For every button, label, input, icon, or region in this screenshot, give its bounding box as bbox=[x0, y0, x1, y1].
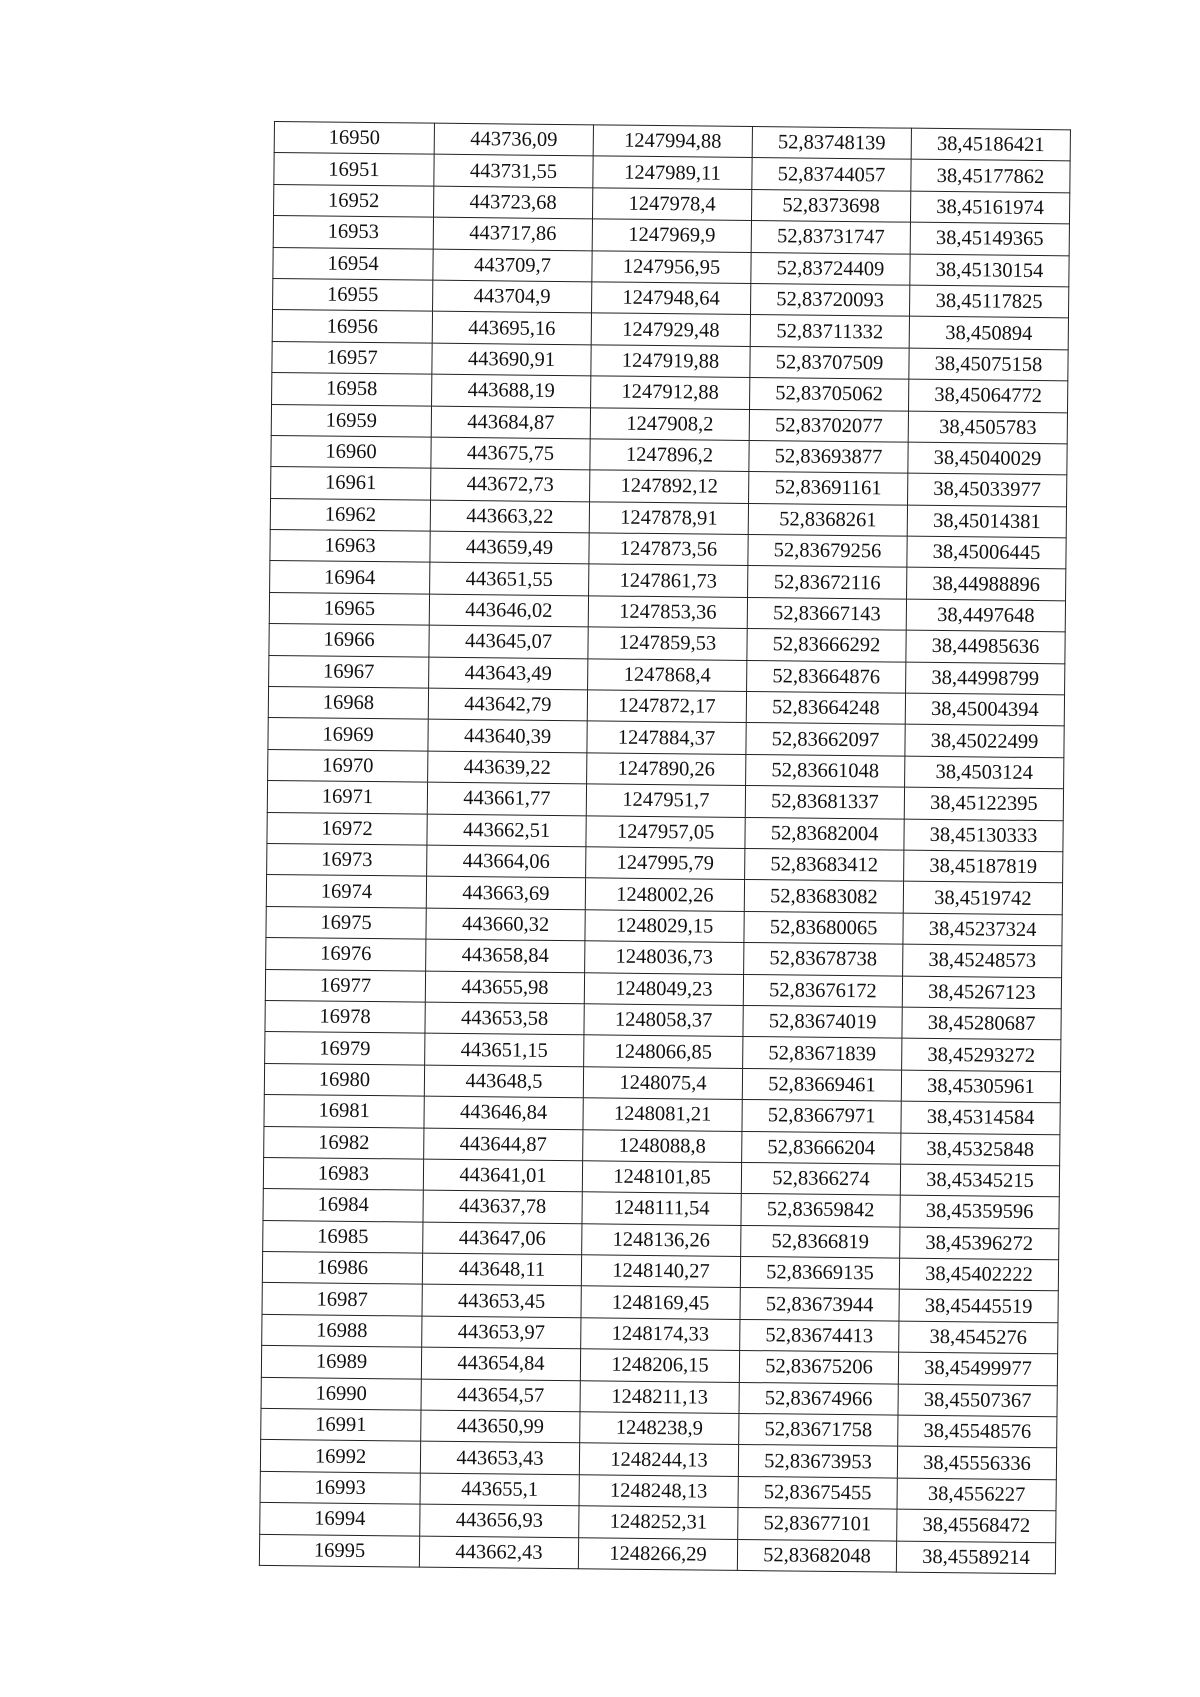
latitude-cell: 52,8366819 bbox=[741, 1225, 900, 1258]
x-coordinate-cell: 443653,43 bbox=[420, 1442, 579, 1475]
point-number-cell: 16972 bbox=[267, 812, 427, 845]
y-coordinate-cell: 1248066,85 bbox=[584, 1035, 743, 1068]
latitude-cell: 52,83662097 bbox=[746, 723, 905, 756]
longitude-cell: 38,4519742 bbox=[903, 882, 1062, 915]
x-coordinate-cell: 443731,55 bbox=[434, 155, 593, 188]
x-coordinate-cell: 443662,51 bbox=[427, 814, 586, 847]
longitude-cell: 38,45568472 bbox=[897, 1509, 1056, 1542]
x-coordinate-cell: 443663,69 bbox=[426, 877, 585, 910]
y-coordinate-cell: 1248075,4 bbox=[583, 1067, 742, 1100]
x-coordinate-cell: 443662,43 bbox=[419, 1536, 578, 1569]
x-coordinate-cell: 443651,15 bbox=[425, 1033, 584, 1066]
y-coordinate-cell: 1247951,7 bbox=[586, 784, 745, 817]
point-number-cell: 16958 bbox=[272, 373, 432, 406]
latitude-cell: 52,83667971 bbox=[742, 1100, 901, 1133]
x-coordinate-cell: 443658,84 bbox=[426, 939, 585, 972]
x-coordinate-cell: 443660,32 bbox=[426, 908, 585, 941]
longitude-cell: 38,45293272 bbox=[902, 1038, 1061, 1071]
latitude-cell: 52,83659842 bbox=[741, 1194, 900, 1227]
x-coordinate-cell: 443695,16 bbox=[432, 312, 591, 345]
latitude-cell: 52,83682048 bbox=[737, 1539, 896, 1572]
x-coordinate-cell: 443642,79 bbox=[428, 688, 587, 721]
x-coordinate-cell: 443653,58 bbox=[425, 1002, 584, 1035]
point-number-cell: 16974 bbox=[266, 875, 426, 908]
point-number-cell: 16995 bbox=[259, 1534, 419, 1567]
longitude-cell: 38,45237324 bbox=[903, 913, 1062, 946]
x-coordinate-cell: 443690,91 bbox=[432, 343, 591, 376]
longitude-cell: 38,45548576 bbox=[898, 1415, 1057, 1448]
point-number-cell: 16955 bbox=[273, 278, 433, 311]
longitude-cell: 38,450894 bbox=[909, 317, 1068, 350]
latitude-cell: 52,8368261 bbox=[748, 503, 907, 536]
point-number-cell: 16994 bbox=[260, 1503, 420, 1536]
x-coordinate-cell: 443639,22 bbox=[428, 751, 587, 784]
point-number-cell: 16976 bbox=[266, 938, 426, 971]
longitude-cell: 38,4545276 bbox=[899, 1321, 1058, 1354]
x-coordinate-cell: 443653,45 bbox=[422, 1285, 581, 1318]
latitude-cell: 52,83672116 bbox=[748, 566, 907, 599]
longitude-cell: 38,45149365 bbox=[910, 222, 1069, 255]
latitude-cell: 52,83669135 bbox=[740, 1257, 899, 1290]
y-coordinate-cell: 1247956,95 bbox=[592, 250, 751, 283]
latitude-cell: 52,83705062 bbox=[750, 378, 909, 411]
latitude-cell: 52,83673944 bbox=[740, 1288, 899, 1321]
y-coordinate-cell: 1247853,36 bbox=[588, 596, 747, 629]
y-coordinate-cell: 1247995,79 bbox=[586, 847, 745, 880]
latitude-cell: 52,83681337 bbox=[745, 786, 904, 819]
y-coordinate-cell: 1247978,4 bbox=[592, 188, 751, 221]
point-number-cell: 16978 bbox=[265, 1000, 425, 1033]
x-coordinate-cell: 443646,02 bbox=[429, 594, 588, 627]
y-coordinate-cell: 1248266,29 bbox=[578, 1537, 737, 1570]
longitude-cell: 38,44985636 bbox=[906, 630, 1065, 663]
latitude-cell: 52,83679256 bbox=[748, 535, 907, 568]
longitude-cell: 38,45359596 bbox=[900, 1195, 1059, 1228]
point-number-cell: 16951 bbox=[274, 153, 434, 186]
x-coordinate-cell: 443654,84 bbox=[421, 1347, 580, 1380]
y-coordinate-cell: 1247957,05 bbox=[586, 815, 745, 848]
point-number-cell: 16957 bbox=[272, 341, 432, 374]
y-coordinate-cell: 1247884,37 bbox=[587, 721, 746, 754]
latitude-cell: 52,83748139 bbox=[752, 127, 911, 160]
longitude-cell: 38,45075158 bbox=[909, 348, 1068, 381]
latitude-cell: 52,83693877 bbox=[749, 440, 908, 473]
point-number-cell: 16960 bbox=[271, 435, 431, 468]
latitude-cell: 52,83674413 bbox=[740, 1319, 899, 1352]
y-coordinate-cell: 1248049,23 bbox=[584, 972, 743, 1005]
x-coordinate-cell: 443641,01 bbox=[423, 1159, 582, 1192]
longitude-cell: 38,45402222 bbox=[899, 1258, 1058, 1291]
y-coordinate-cell: 1248140,27 bbox=[581, 1255, 740, 1288]
x-coordinate-cell: 443651,55 bbox=[430, 563, 589, 596]
latitude-cell: 52,83674019 bbox=[743, 1005, 902, 1038]
y-coordinate-cell: 1248111,54 bbox=[582, 1192, 741, 1225]
x-coordinate-cell: 443661,77 bbox=[427, 782, 586, 815]
longitude-cell: 38,45248573 bbox=[903, 944, 1062, 977]
y-coordinate-cell: 1247890,26 bbox=[587, 753, 746, 786]
latitude-cell: 52,83664248 bbox=[746, 692, 905, 725]
y-coordinate-cell: 1247861,73 bbox=[589, 564, 748, 597]
latitude-cell: 52,83673953 bbox=[738, 1445, 897, 1478]
point-number-cell: 16989 bbox=[261, 1346, 421, 1379]
x-coordinate-cell: 443650,99 bbox=[421, 1410, 580, 1443]
y-coordinate-cell: 1248101,85 bbox=[582, 1161, 741, 1194]
point-number-cell: 16993 bbox=[260, 1471, 420, 1504]
point-number-cell: 16970 bbox=[268, 749, 428, 782]
point-number-cell: 16953 bbox=[273, 216, 433, 249]
y-coordinate-cell: 1247989,11 bbox=[593, 156, 752, 189]
latitude-cell: 52,83676172 bbox=[743, 974, 902, 1007]
longitude-cell: 38,45040029 bbox=[908, 442, 1067, 475]
x-coordinate-cell: 443663,22 bbox=[430, 500, 589, 533]
longitude-cell: 38,45445519 bbox=[899, 1290, 1058, 1323]
y-coordinate-cell: 1248136,26 bbox=[582, 1223, 741, 1256]
latitude-cell: 52,83691161 bbox=[749, 472, 908, 505]
point-number-cell: 16982 bbox=[264, 1126, 424, 1159]
longitude-cell: 38,45267123 bbox=[902, 976, 1061, 1009]
point-number-cell: 16977 bbox=[265, 969, 425, 1002]
longitude-cell: 38,45556336 bbox=[897, 1447, 1056, 1480]
point-number-cell: 16971 bbox=[267, 781, 427, 814]
point-number-cell: 16986 bbox=[262, 1252, 422, 1285]
latitude-cell: 52,83671839 bbox=[743, 1037, 902, 1070]
longitude-cell: 38,45064772 bbox=[909, 379, 1068, 412]
latitude-cell: 52,8373698 bbox=[751, 189, 910, 222]
y-coordinate-cell: 1248211,13 bbox=[580, 1380, 739, 1413]
x-coordinate-cell: 443656,93 bbox=[420, 1504, 579, 1537]
point-number-cell: 16968 bbox=[268, 687, 428, 720]
point-number-cell: 16991 bbox=[261, 1408, 421, 1441]
longitude-cell: 38,45589214 bbox=[896, 1541, 1055, 1574]
y-coordinate-cell: 1247919,88 bbox=[591, 345, 750, 378]
point-number-cell: 16973 bbox=[267, 843, 427, 876]
y-coordinate-cell: 1248244,13 bbox=[579, 1443, 738, 1476]
point-number-cell: 16963 bbox=[270, 530, 430, 563]
y-coordinate-cell: 1247873,56 bbox=[589, 533, 748, 566]
longitude-cell: 38,45186421 bbox=[911, 128, 1070, 161]
point-number-cell: 16954 bbox=[273, 247, 433, 280]
x-coordinate-cell: 443688,19 bbox=[432, 374, 591, 407]
y-coordinate-cell: 1247868,4 bbox=[588, 658, 747, 691]
x-coordinate-cell: 443717,86 bbox=[433, 217, 592, 250]
point-number-cell: 16981 bbox=[264, 1095, 424, 1128]
longitude-cell: 38,4503124 bbox=[905, 756, 1064, 789]
longitude-cell: 38,45130154 bbox=[910, 254, 1069, 287]
y-coordinate-cell: 1247878,91 bbox=[589, 502, 748, 535]
y-coordinate-cell: 1248252,31 bbox=[579, 1506, 738, 1539]
x-coordinate-cell: 443655,98 bbox=[425, 971, 584, 1004]
point-number-cell: 16969 bbox=[268, 718, 428, 751]
point-number-cell: 16980 bbox=[264, 1063, 424, 1096]
y-coordinate-cell: 1247908,2 bbox=[590, 407, 749, 440]
longitude-cell: 38,44988896 bbox=[907, 568, 1066, 601]
latitude-cell: 52,83711332 bbox=[750, 315, 909, 348]
longitude-cell: 38,45006445 bbox=[907, 536, 1066, 569]
y-coordinate-cell: 1248088,8 bbox=[583, 1129, 742, 1162]
y-coordinate-cell: 1248081,21 bbox=[583, 1098, 742, 1131]
x-coordinate-cell: 443646,84 bbox=[424, 1096, 583, 1129]
x-coordinate-cell: 443664,06 bbox=[427, 845, 586, 878]
longitude-cell: 38,45280687 bbox=[902, 1007, 1061, 1040]
longitude-cell: 38,45033977 bbox=[908, 473, 1067, 506]
longitude-cell: 38,45187819 bbox=[904, 850, 1063, 883]
y-coordinate-cell: 1247872,17 bbox=[587, 690, 746, 723]
y-coordinate-cell: 1248058,37 bbox=[584, 1004, 743, 1037]
x-coordinate-cell: 443644,87 bbox=[424, 1128, 583, 1161]
y-coordinate-cell: 1247859,53 bbox=[588, 627, 747, 660]
latitude-cell: 52,83702077 bbox=[749, 409, 908, 442]
x-coordinate-cell: 443648,5 bbox=[424, 1065, 583, 1098]
y-coordinate-cell: 1247892,12 bbox=[590, 470, 749, 503]
point-number-cell: 16992 bbox=[260, 1440, 420, 1473]
longitude-cell: 38,4556227 bbox=[897, 1478, 1056, 1511]
point-number-cell: 16956 bbox=[272, 310, 432, 343]
longitude-cell: 38,45022499 bbox=[905, 725, 1064, 758]
latitude-cell: 52,83667143 bbox=[747, 597, 906, 630]
latitude-cell: 52,83707509 bbox=[750, 346, 909, 379]
x-coordinate-cell: 443655,1 bbox=[420, 1473, 579, 1506]
latitude-cell: 52,83666204 bbox=[742, 1131, 901, 1164]
latitude-cell: 52,83744057 bbox=[752, 158, 911, 191]
point-number-cell: 16966 bbox=[269, 624, 429, 657]
latitude-cell: 52,83680065 bbox=[744, 911, 903, 944]
point-number-cell: 16987 bbox=[262, 1283, 422, 1316]
point-number-cell: 16984 bbox=[263, 1189, 423, 1222]
x-coordinate-cell: 443647,06 bbox=[423, 1222, 582, 1255]
point-number-cell: 16950 bbox=[274, 122, 434, 155]
longitude-cell: 38,45345215 bbox=[900, 1164, 1059, 1197]
x-coordinate-cell: 443704,9 bbox=[433, 280, 592, 313]
x-coordinate-cell: 443709,7 bbox=[433, 249, 592, 282]
longitude-cell: 38,45177862 bbox=[911, 160, 1070, 193]
longitude-cell: 38,44998799 bbox=[906, 662, 1065, 695]
longitude-cell: 38,45122395 bbox=[904, 787, 1063, 820]
latitude-cell: 52,83677101 bbox=[738, 1508, 897, 1541]
coordinates-table bbox=[259, 121, 1071, 1574]
point-number-cell: 16979 bbox=[265, 1032, 425, 1065]
x-coordinate-cell: 443736,09 bbox=[434, 123, 593, 156]
y-coordinate-cell: 1248206,15 bbox=[580, 1349, 739, 1382]
x-coordinate-cell: 443645,07 bbox=[429, 625, 588, 658]
longitude-cell: 38,45014381 bbox=[907, 505, 1066, 538]
y-coordinate-cell: 1247994,88 bbox=[593, 125, 752, 158]
longitude-cell: 38,45499977 bbox=[898, 1352, 1057, 1385]
point-number-cell: 16961 bbox=[271, 467, 431, 500]
y-coordinate-cell: 1248248,13 bbox=[579, 1475, 738, 1508]
y-coordinate-cell: 1247929,48 bbox=[591, 313, 750, 346]
longitude-cell: 38,45314584 bbox=[901, 1101, 1060, 1134]
latitude-cell: 52,83675455 bbox=[738, 1476, 897, 1509]
latitude-cell: 52,83683082 bbox=[744, 880, 903, 913]
longitude-cell: 38,45507367 bbox=[898, 1384, 1057, 1417]
y-coordinate-cell: 1248238,9 bbox=[580, 1412, 739, 1445]
x-coordinate-cell: 443672,73 bbox=[431, 468, 590, 501]
longitude-cell: 38,45325848 bbox=[901, 1133, 1060, 1166]
point-number-cell: 16952 bbox=[274, 184, 434, 217]
latitude-cell: 52,83731747 bbox=[751, 221, 910, 254]
x-coordinate-cell: 443643,49 bbox=[429, 657, 588, 690]
x-coordinate-cell: 443654,57 bbox=[421, 1379, 580, 1412]
latitude-cell: 52,83671758 bbox=[739, 1413, 898, 1446]
point-number-cell: 16988 bbox=[262, 1314, 422, 1347]
point-number-cell: 16962 bbox=[270, 498, 430, 531]
y-coordinate-cell: 1248002,26 bbox=[585, 878, 744, 911]
x-coordinate-cell: 443648,11 bbox=[422, 1253, 581, 1286]
y-coordinate-cell: 1248029,15 bbox=[585, 910, 744, 943]
longitude-cell: 38,45396272 bbox=[900, 1227, 1059, 1260]
point-number-cell: 16967 bbox=[269, 655, 429, 688]
longitude-cell: 38,45161974 bbox=[910, 191, 1069, 224]
x-coordinate-cell: 443723,68 bbox=[433, 186, 592, 219]
longitude-cell: 38,45130333 bbox=[904, 819, 1063, 852]
latitude-cell: 52,83675206 bbox=[739, 1351, 898, 1384]
longitude-cell: 38,45305961 bbox=[901, 1070, 1060, 1103]
longitude-cell: 38,4497648 bbox=[906, 599, 1065, 632]
y-coordinate-cell: 1247948,64 bbox=[592, 282, 751, 315]
y-coordinate-cell: 1248036,73 bbox=[585, 941, 744, 974]
longitude-cell: 38,45117825 bbox=[909, 285, 1068, 318]
y-coordinate-cell: 1248174,33 bbox=[581, 1318, 740, 1351]
y-coordinate-cell: 1247896,2 bbox=[590, 439, 749, 472]
latitude-cell: 52,83683412 bbox=[745, 848, 904, 881]
x-coordinate-cell: 443640,39 bbox=[428, 720, 587, 753]
y-coordinate-cell: 1247969,9 bbox=[592, 219, 751, 252]
latitude-cell: 52,83678738 bbox=[744, 943, 903, 976]
latitude-cell: 52,83661048 bbox=[746, 754, 905, 787]
point-number-cell: 16990 bbox=[261, 1377, 421, 1410]
longitude-cell: 38,45004394 bbox=[905, 693, 1064, 726]
latitude-cell: 52,83720093 bbox=[750, 283, 909, 316]
point-number-cell: 16983 bbox=[263, 1157, 423, 1190]
x-coordinate-cell: 443659,49 bbox=[430, 531, 589, 564]
point-number-cell: 16964 bbox=[270, 561, 430, 594]
x-coordinate-cell: 443684,87 bbox=[431, 406, 590, 439]
point-number-cell: 16985 bbox=[263, 1220, 423, 1253]
latitude-cell: 52,83724409 bbox=[751, 252, 910, 285]
y-coordinate-cell: 1248169,45 bbox=[581, 1286, 740, 1319]
x-coordinate-cell: 443653,97 bbox=[422, 1316, 581, 1349]
latitude-cell: 52,83682004 bbox=[745, 817, 904, 850]
point-number-cell: 16965 bbox=[269, 592, 429, 625]
latitude-cell: 52,83664876 bbox=[747, 660, 906, 693]
longitude-cell: 38,4505783 bbox=[908, 411, 1067, 444]
coordinates-table-body bbox=[259, 122, 1070, 1574]
x-coordinate-cell: 443675,75 bbox=[431, 437, 590, 470]
latitude-cell: 52,83669461 bbox=[742, 1068, 901, 1101]
latitude-cell: 52,8366274 bbox=[741, 1162, 900, 1195]
latitude-cell: 52,83666292 bbox=[747, 629, 906, 662]
point-number-cell: 16959 bbox=[271, 404, 431, 437]
point-number-cell: 16975 bbox=[266, 906, 426, 939]
y-coordinate-cell: 1247912,88 bbox=[591, 376, 750, 409]
latitude-cell: 52,83674966 bbox=[739, 1382, 898, 1415]
x-coordinate-cell: 443637,78 bbox=[423, 1190, 582, 1223]
